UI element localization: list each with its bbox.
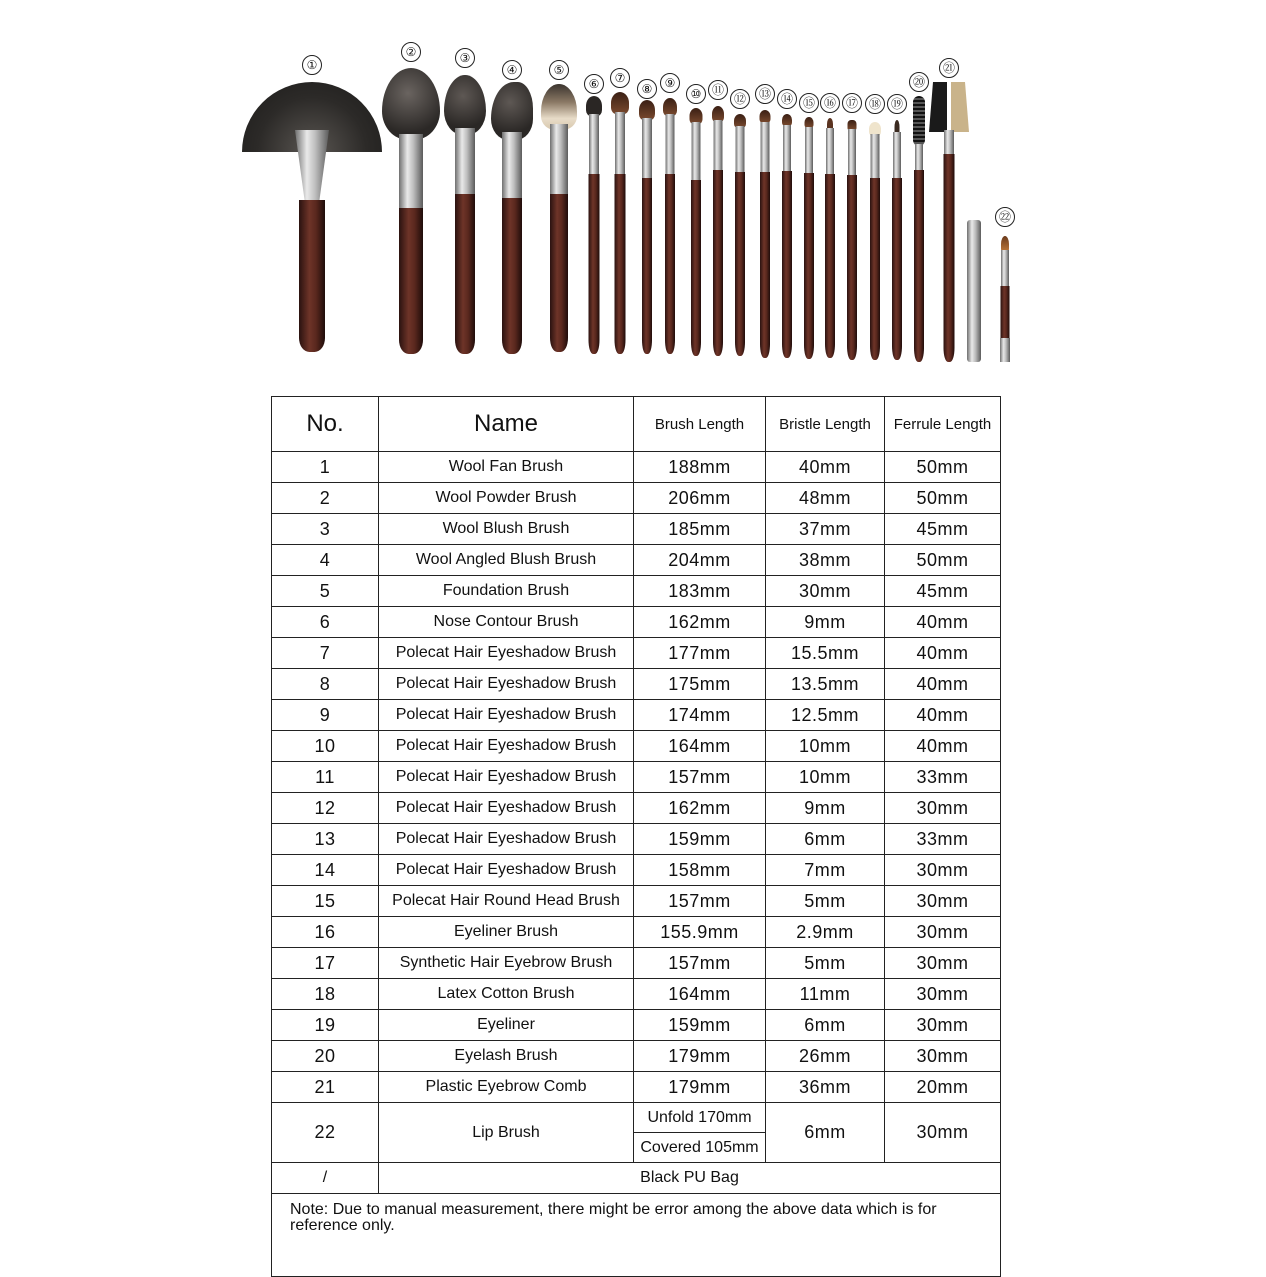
powder-bristles: [382, 68, 440, 140]
brush-number-label: ⑤: [549, 60, 569, 80]
cell-brush-length: 155.9mm: [634, 917, 766, 948]
cell-no: 1: [272, 452, 379, 483]
cell-no: 11: [272, 762, 379, 793]
cell-name: Polecat Hair Eyeshadow Brush: [379, 793, 634, 824]
handle: [299, 200, 325, 352]
cell-brush-length: 174mm: [634, 700, 766, 731]
cell-brush-length: 188mm: [634, 452, 766, 483]
cell-ferrule: 30mm: [885, 1103, 1001, 1163]
cell-bristle-length: 40mm: [766, 452, 885, 483]
cell-ferrule-length: 50mm: [885, 545, 1001, 576]
cell-no: 3: [272, 514, 379, 545]
brush-number-label: ②: [401, 42, 421, 62]
handle: [399, 208, 423, 354]
brush-number-label: ㉑: [939, 58, 959, 78]
cell-name: Polecat Hair Eyeshadow Brush: [379, 855, 634, 886]
table-row: [272, 1010, 1001, 1041]
cell-ferrule-length: 30mm: [885, 1010, 1001, 1041]
cell-brush-length: 206mm: [634, 483, 766, 514]
cell-bristle-length: 12.5mm: [766, 700, 885, 731]
table-row: [272, 824, 1001, 855]
brush-number-label: ⑳: [909, 72, 929, 92]
cell-brush-length: 177mm: [634, 638, 766, 669]
handle: [502, 198, 522, 354]
cell-brush-length: 185mm: [634, 514, 766, 545]
brush-number-label: ⑮: [799, 93, 819, 113]
cell-no: 2: [272, 483, 379, 514]
cell-ferrule-length: 45mm: [885, 576, 1001, 607]
cell-brush-unfold: Unfold 170mm: [634, 1103, 766, 1133]
table-row: [272, 669, 1001, 700]
brush-number-label: ⑰: [842, 93, 862, 113]
cell-name: Plastic Eyebrow Comb: [379, 1072, 634, 1103]
cell-bristle-length: 6mm: [766, 824, 885, 855]
cell-name: Synthetic Hair Eyebrow Brush: [379, 948, 634, 979]
cell-no: 16: [272, 917, 379, 948]
brush-number-label: ①: [302, 55, 322, 75]
brush-number-label: ⑧: [637, 79, 657, 99]
brush-number-label: ⑪: [708, 80, 728, 100]
cell-no: 21: [272, 1072, 379, 1103]
table-row: [272, 1072, 1001, 1103]
table-row: [272, 545, 1001, 576]
brush-2: [381, 0, 441, 380]
cell-bristle-length: 5mm: [766, 948, 885, 979]
cell-no: 13: [272, 824, 379, 855]
cell-name: Wool Angled Blush Brush: [379, 545, 634, 576]
cell-bristle-length: 13.5mm: [766, 669, 885, 700]
table-row: [272, 514, 1001, 545]
cell-ferrule-length: 30mm: [885, 1041, 1001, 1072]
brush-number-label: ⑥: [584, 74, 604, 94]
cell-brush-length: 159mm: [634, 1010, 766, 1041]
table-row: [272, 948, 1001, 979]
table-row: [272, 731, 1001, 762]
table-row: [272, 793, 1001, 824]
cell-brush-length: 158mm: [634, 855, 766, 886]
cell-no: 4: [272, 545, 379, 576]
cell-no: 19: [272, 1010, 379, 1041]
table-header-row: [272, 397, 1001, 452]
table-row: [272, 917, 1001, 948]
cell-bristle-length: 36mm: [766, 1072, 885, 1103]
cell-brush-length: 157mm: [634, 948, 766, 979]
brush-number-label: ⑩: [686, 84, 706, 104]
cell-name: Wool Powder Brush: [379, 483, 634, 514]
cell-name: Wool Fan Brush: [379, 452, 634, 483]
brush-number-label: ⑭: [777, 89, 797, 109]
cell-name: Nose Contour Brush: [379, 607, 634, 638]
blush-bristles: [444, 75, 486, 135]
cell-ferrule-length: 40mm: [885, 669, 1001, 700]
cell-ferrule-length: 50mm: [885, 452, 1001, 483]
brush-1: [282, 0, 342, 380]
cell-ferrule-length: 33mm: [885, 762, 1001, 793]
brush-number-label: ③: [455, 48, 475, 68]
table-row: [272, 979, 1001, 1010]
cell-bristle-length: 5mm: [766, 886, 885, 917]
end-cap: [1000, 338, 1010, 362]
cell-brush-length: 157mm: [634, 886, 766, 917]
table-row: [272, 576, 1001, 607]
cell-bristle-length: 9mm: [766, 607, 885, 638]
cell-name: Lip Brush: [379, 1103, 634, 1163]
brush-number-label: ⑱: [865, 94, 885, 114]
ferrule: [455, 128, 475, 194]
cell-bristle-length: 37mm: [766, 514, 885, 545]
cell-name: Polecat Hair Eyeshadow Brush: [379, 638, 634, 669]
cell-name: Eyelash Brush: [379, 1041, 634, 1072]
cell-name: Eyeliner: [379, 1010, 634, 1041]
cell-bristle-length: 15.5mm: [766, 638, 885, 669]
cell-brush-length: 164mm: [634, 979, 766, 1010]
cell-no: 15: [272, 886, 379, 917]
cell-bristle-length: 48mm: [766, 483, 885, 514]
cell-name: Polecat Hair Eyeshadow Brush: [379, 762, 634, 793]
cell-ferrule-length: 20mm: [885, 1072, 1001, 1103]
cell-brush-length: 162mm: [634, 607, 766, 638]
cell-name: Polecat Hair Eyeshadow Brush: [379, 824, 634, 855]
cell-name: Foundation Brush: [379, 576, 634, 607]
cell-bristle-length: 11mm: [766, 979, 885, 1010]
handle: [455, 194, 475, 354]
cell-ferrule-length: 40mm: [885, 638, 1001, 669]
cell-no: 7: [272, 638, 379, 669]
brush-number-label: ⑫: [730, 89, 750, 109]
table-row-lip: [272, 1103, 1001, 1133]
cell-no: 18: [272, 979, 379, 1010]
ferrule: [399, 134, 423, 208]
cell-brush-length: 179mm: [634, 1041, 766, 1072]
brush-number-label: ㉒: [995, 207, 1015, 227]
cell-ferrule-length: 30mm: [885, 886, 1001, 917]
cell-name: Latex Cotton Brush: [379, 979, 634, 1010]
cell-ferrule-length: 40mm: [885, 731, 1001, 762]
cell-no: 22: [272, 1103, 379, 1163]
cell-brush-length: 164mm: [634, 731, 766, 762]
table-row: [272, 1041, 1001, 1072]
brush-number-label: ⑯: [820, 93, 840, 113]
cell-no: 6: [272, 607, 379, 638]
ferrule: [1001, 250, 1009, 286]
cell-name: Polecat Hair Eyeshadow Brush: [379, 731, 634, 762]
cell-no: 8: [272, 669, 379, 700]
cell-brush-length: 159mm: [634, 824, 766, 855]
cell-no: 9: [272, 700, 379, 731]
table-row: [272, 607, 1001, 638]
cell-no: 17: [272, 948, 379, 979]
header-bristle-length: Bristle Length: [766, 397, 885, 452]
cell-no: 12: [272, 793, 379, 824]
cell-bristle: 6mm: [766, 1103, 885, 1163]
cell-brush-length: 179mm: [634, 1072, 766, 1103]
table-row-bag: [272, 1163, 1001, 1194]
cell-name: Polecat Hair Round Head Brush: [379, 886, 634, 917]
cell-ferrule-length: 40mm: [885, 700, 1001, 731]
cell-ferrule-length: 40mm: [885, 607, 1001, 638]
cell-bristle-length: 2.9mm: [766, 917, 885, 948]
header-no: No.: [272, 397, 379, 452]
table-row: [272, 483, 1001, 514]
ferrule: [502, 132, 522, 198]
cell-brush-length: 204mm: [634, 545, 766, 576]
cell-brush-covered: Covered 105mm: [634, 1133, 766, 1163]
cell-bristle-length: 26mm: [766, 1041, 885, 1072]
brush-spec-table: [271, 396, 1001, 1277]
header-brush-length: Brush Length: [634, 397, 766, 452]
cell-brush-length: 162mm: [634, 793, 766, 824]
note-text: Note: Due to manual measurement, there might be error among the above data which is for reference only.: [272, 1194, 1001, 1277]
cell-bristle-length: 7mm: [766, 855, 885, 886]
brush-number-label: ⑲: [887, 94, 907, 114]
cell-name: Polecat Hair Eyeshadow Brush: [379, 700, 634, 731]
cell-ferrule-length: 45mm: [885, 514, 1001, 545]
cell-no: 20: [272, 1041, 379, 1072]
cell-bristle-length: 10mm: [766, 731, 885, 762]
brush-number-label: ⑨: [660, 73, 680, 93]
table-row: [272, 638, 1001, 669]
cell-ferrule-length: 50mm: [885, 483, 1001, 514]
header-ferrule-length: Ferrule Length: [885, 397, 1001, 452]
table-row: [272, 886, 1001, 917]
cell-bristle-length: 10mm: [766, 762, 885, 793]
handle: [1001, 286, 1010, 338]
cell-brush-length: 157mm: [634, 762, 766, 793]
cell-no: /: [272, 1163, 379, 1194]
table-row: [272, 855, 1001, 886]
brush-number-label: ⑦: [610, 68, 630, 88]
cell-brush-length: 183mm: [634, 576, 766, 607]
cell-name: Wool Blush Brush: [379, 514, 634, 545]
ferrule: [295, 130, 329, 200]
brush-22-body: [975, 0, 1035, 380]
cell-bristle-length: 30mm: [766, 576, 885, 607]
cell-bristle-length: 6mm: [766, 1010, 885, 1041]
cell-ferrule-length: 33mm: [885, 824, 1001, 855]
brush-number-label: ⑬: [755, 84, 775, 104]
brush-number-label: ④: [502, 60, 522, 80]
table-row: [272, 700, 1001, 731]
cell-brush-length: 175mm: [634, 669, 766, 700]
cell-ferrule-length: 30mm: [885, 793, 1001, 824]
cell-bristle-length: 38mm: [766, 545, 885, 576]
cell-bag-name: Black PU Bag: [379, 1163, 1001, 1194]
table-row: [272, 762, 1001, 793]
brush-set-illustration: [0, 0, 1266, 380]
cell-ferrule-length: 30mm: [885, 855, 1001, 886]
cell-ferrule-length: 30mm: [885, 948, 1001, 979]
cell-ferrule-length: 30mm: [885, 979, 1001, 1010]
table-row: [272, 452, 1001, 483]
header-name: Name: [379, 397, 634, 452]
cell-no: 5: [272, 576, 379, 607]
cell-name: Eyeliner Brush: [379, 917, 634, 948]
cell-bristle-length: 9mm: [766, 793, 885, 824]
table-row-note: [272, 1194, 1001, 1277]
cell-no: 14: [272, 855, 379, 886]
cell-name: Polecat Hair Eyeshadow Brush: [379, 669, 634, 700]
cell-ferrule-length: 30mm: [885, 917, 1001, 948]
cell-no: 10: [272, 731, 379, 762]
